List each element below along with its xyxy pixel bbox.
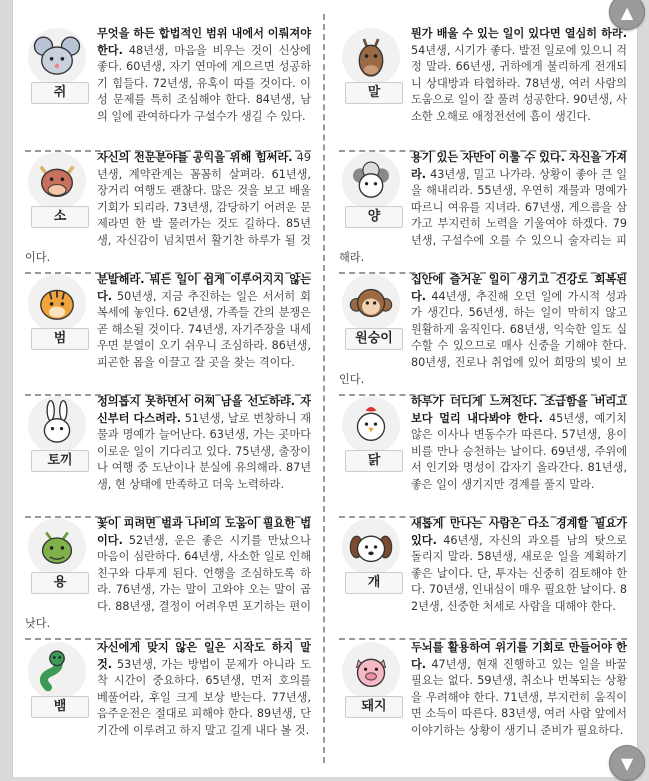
fortune-body: 49년생, 계약관계는 꼼꼼히 살펴라. 61년생, 장거리 여행도 괜찮다. 많은 것을 보고 배울 기회가 되리라. 73년생, 감당하기 어려운 문제라면 한 발 물러가는 것도 길하다. 85년생, 자신감이 넘치면서 활기찬 하루가 될 것이다. <box>25 151 311 264</box>
cow-icon <box>28 152 86 210</box>
horoscope-entry-ox <box>25 150 311 270</box>
horoscope-entry-snake <box>25 640 311 760</box>
horoscope-entry-rabbit <box>25 394 311 514</box>
zodiac-name: 원숭이 <box>345 328 403 350</box>
zodiac-name: 닭 <box>345 450 403 472</box>
chicken-icon <box>342 396 400 454</box>
zodiac-badge <box>339 642 403 722</box>
tiger-icon <box>28 274 86 332</box>
fortune-headline: 새롭게 만나는 사람은 다소 경계할 필요가 있다. <box>411 517 627 547</box>
horoscope-entry-monkey <box>339 272 627 392</box>
scroll-down-icon: ▼ <box>620 753 634 773</box>
mouse-icon <box>28 28 86 86</box>
zodiac-name: 뱀 <box>31 696 89 718</box>
dog-icon <box>342 518 400 576</box>
zodiac-name: 개 <box>345 572 403 594</box>
horoscope-entry-dragon <box>25 516 311 636</box>
fortune-body: 48년생, 마음을 비우는 것이 신상에 좋다. 60년생, 자기 연마에 게으르면 성공하기 힘들다. 72년생, 유혹이 따를 것이다. 이성 문제를 특히 조심해야 한다. 84년생, 남의 일에 관여하다가 구설수가 생길 수 있다. <box>97 43 311 123</box>
horoscope-entry-sheep <box>339 150 627 270</box>
monkey-icon <box>342 274 400 332</box>
horoscope-page <box>12 0 638 777</box>
zodiac-badge <box>25 28 89 108</box>
horse-icon <box>342 28 400 86</box>
horoscope-entry-pig <box>339 640 627 760</box>
zodiac-name: 용 <box>31 572 89 594</box>
zodiac-badge <box>339 274 403 354</box>
zodiac-name: 말 <box>345 82 403 104</box>
zodiac-badge <box>25 274 89 354</box>
zodiac-name: 소 <box>31 206 89 228</box>
dragon-icon <box>28 518 86 576</box>
fortune-body: 52년생, 운은 좋은 시기를 만났으나 마음이 심란하다. 64년생, 사소한 일로 인해 친구와 다투게 된다. 언행을 조심하도록 하라. 76년생, 가는 말이 고와야 오는 말이 곱다. 88년생, 결정이 어려우면 포기하는 편이 낫다. <box>25 533 311 630</box>
zodiac-badge <box>339 518 403 598</box>
zodiac-badge <box>25 152 89 232</box>
fortune-body: 45년생, 예기치 않은 이사나 변동수가 따른다. 57년생, 용이 비를 만나 승천하는 날이다. 69년생, 주위에서 인기와 명성이 갑자기 올라간다. 81년생, 좋은 일이 생기지만 경계를 풀지 말라. <box>411 411 627 491</box>
fortune-headline: 무엇을 하든 합법적인 범위 내에서 이뤄져야 한다. <box>97 27 312 57</box>
scroll-down-button[interactable] <box>609 745 645 781</box>
scroll-up-icon: ▲ <box>620 2 634 22</box>
zodiac-name: 돼지 <box>345 696 403 718</box>
horoscope-entry-rooster <box>339 394 627 514</box>
zodiac-name: 양 <box>345 206 403 228</box>
horoscope-entry-tiger <box>25 272 311 392</box>
fortune-body: 51년생, 날로 번창하니 재물과 명예가 늘어난다. 63년생, 가는 곳마다 이로운 일이 기다리고 있다. 75년생, 출장이나 여행 중 도난이나 분실에 유의해라. 87년생, 현 상태에 만족하고 더욱 노력하라. <box>97 411 312 491</box>
zodiac-badge <box>339 396 403 476</box>
pig-icon <box>342 642 400 700</box>
horoscope-entry-horse <box>339 26 627 146</box>
zodiac-badge <box>25 518 89 598</box>
fortune-headline: 분발해라. 뭐든 일이 쉽게 이루어지지 않는다. <box>97 273 311 303</box>
fortune-headline: 집안에 즐거운 일이 생기고 건강도 회복된다. <box>411 273 627 303</box>
rabbit-icon <box>28 396 86 454</box>
fortune-headline: 하루가 더디게 느껴진다. 조급함을 버리고 보다 멀리 내다봐야 한다. <box>411 395 627 425</box>
fortune-body: 43년생, 밀고 나가라. 상황이 좋아 큰 일을 해내리라. 55년생, 우연히 재물과 명예가 따르니 여유를 지녀라. 67년생, 게으름을 삼가고 부지런히 노력을 기울여야 하겠다. 79년생, 구설수에 오를 수 있으니 술자리는 피해라. <box>339 167 627 264</box>
zodiac-badge <box>25 642 89 722</box>
column-divider <box>323 14 325 763</box>
fortune-headline: 뭔가 배울 수 있는 일이 있다면 열심히 하라. <box>411 27 627 40</box>
fortune-body: 46년생, 자신의 과오를 남의 탓으로 돌리지 말라. 58년생, 새로운 일을 계획하기 좋은 날이다. 단, 투자는 신중히 검토해야 한다. 70년생, 인내심이 매우 필요한 날이다. 82년생, 신중한 처세로 사람을 대해야 한다. <box>411 533 627 613</box>
horoscope-entry-rat <box>25 26 311 146</box>
fortune-headline: 자신의 전문분야를 공익을 위해 힘써라. <box>97 151 293 164</box>
fortune-body: 44년생, 추진해 오던 일에 가시적 성과가 생긴다. 56년생, 하는 일이 막히지 않고 원활하게 움직인다. 68년생, 익숙한 일도 실수할 수 있으므로 매사 신중을 기해야 한다. 80년생, 진로나 취업에 있어 희망의 빛이 보인다. <box>339 289 627 386</box>
zodiac-name: 범 <box>31 328 89 350</box>
zodiac-name: 쥐 <box>31 82 89 104</box>
fortune-headline: 두뇌를 활용하여 위기를 기회로 만들어야 한다. <box>411 641 627 671</box>
zodiac-badge <box>339 28 403 108</box>
horoscope-entry-dog <box>339 516 627 636</box>
fortune-body: 53년생, 가는 방법이 문제가 아니라 도착 시간이 중요하다. 65년생, 먼저 호의를 베풀어라, 후일 크게 보상 받는다. 77년생, 음주운전은 절대로 피해야 한다. 89년생, 단기간에 이루려고 하지 말고 길게 내다 볼 것. <box>97 657 311 737</box>
sheep-icon <box>342 152 400 210</box>
snake-icon <box>28 642 86 700</box>
fortune-headline: 정의롭지 못하면서 어찌 남을 선도하랴. 자신부터 다스려라. <box>97 395 311 425</box>
fortune-headline: 자신에게 맞지 않은 일은 시작도 하지 말 것. <box>97 641 311 671</box>
zodiac-name: 토끼 <box>31 450 89 472</box>
fortune-body: 54년생, 시기가 좋다. 발전 일로에 있으니 걱정 말라. 66년생, 귀하에게 불리하게 전개되니 상대방과 타협하라. 78년생, 여러 사람의 도움으로 일이 잘 풀려 성공한다. 90년생, 사소한 오해로 애정전선에 흠이 생긴다. <box>411 43 627 123</box>
fortune-body: 50년생, 지금 추진하는 일은 서서히 회복세에 놓인다. 62년생, 가족들 간의 분쟁은 곧 해소될 것이다. 74년생, 자기주장을 내세우면 분열이 오기 쉬우니 조심하라. 86년생, 피곤한 몸을 이끌고 잘 곳을 찾는 격이다. <box>97 289 311 369</box>
fortune-body: 47년생, 현재 진행하고 있는 일을 바꿀 필요는 없다. 59년생, 취소나 번복되는 상황을 우려해야 한다. 71년생, 부지런히 움직이면 소득이 따른다. 83년생, 여러 사람 앞에서 이야기하는 상황이 생기니 준비가 필요하다. <box>411 657 627 737</box>
fortune-headline: 용기 있는 자만이 이룰 수 있다. 자신을 가져라. <box>411 151 627 181</box>
scroll-up-button[interactable] <box>609 0 645 30</box>
zodiac-badge <box>339 152 403 232</box>
zodiac-badge <box>25 396 89 476</box>
fortune-headline: 꽃이 피려면 벌과 나비의 도움이 필요한 법이다. <box>97 517 311 547</box>
